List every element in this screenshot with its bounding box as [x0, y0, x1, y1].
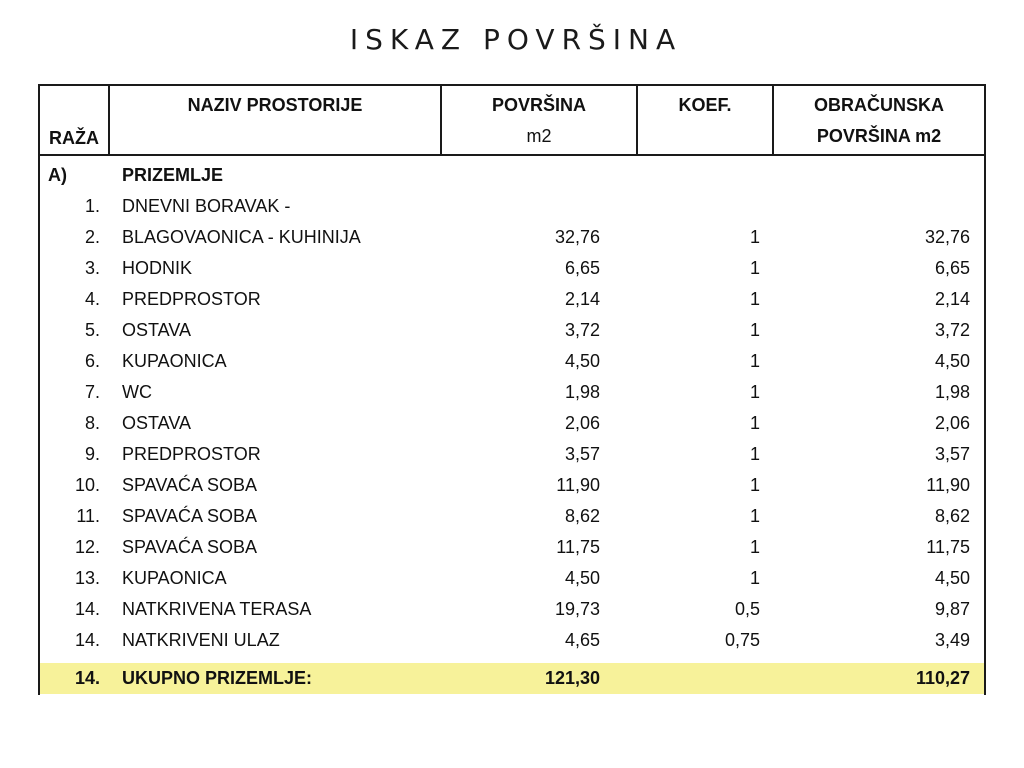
room-name: BLAGOVAONICA - KUHINIJA: [122, 227, 361, 247]
total-number: 14.: [74, 668, 100, 688]
room-area: 4,65: [564, 630, 600, 650]
header-obracunska-label: OBRAČUNSKA: [814, 95, 944, 115]
room-calc-area: 11,75: [926, 537, 970, 557]
table-row: [40, 346, 984, 377]
room-koef: 1: [749, 506, 760, 526]
total-calc-area: 110,27: [915, 668, 970, 688]
row-number: 14.: [74, 599, 100, 619]
section-row: [40, 160, 984, 191]
room-area: 4,50: [564, 568, 600, 588]
room-calc-area: 1,98: [934, 382, 970, 402]
row-number: 8.: [84, 413, 100, 433]
room-calc-area: 3,72: [934, 320, 970, 340]
room-name: PREDPROSTOR: [122, 444, 261, 464]
row-number: 13.: [74, 568, 100, 588]
row-number: 11.: [76, 506, 100, 526]
table-row: [40, 315, 984, 346]
table-row: [40, 501, 984, 532]
room-name: DNEVNI BORAVAK -: [122, 196, 291, 216]
room-name: PREDPROSTOR: [122, 289, 261, 309]
room-area: 4,50: [564, 351, 600, 371]
header-povrsina: [442, 86, 636, 154]
table-row: [40, 191, 984, 222]
room-calc-area: 8,62: [934, 506, 970, 526]
room-koef: 1: [749, 351, 760, 371]
room-calc-area: 9,87: [934, 599, 970, 619]
room-koef: 1: [749, 289, 760, 309]
header-naziv-label: NAZIV PROSTORIJE: [187, 95, 363, 115]
document-title: ISKAZ POVRŠINA: [349, 23, 683, 56]
section-label: A): [48, 165, 67, 185]
room-koef: 0,75: [724, 630, 760, 650]
header-obracunska-unit: POVRŠINA m2: [816, 126, 942, 146]
row-number: 6.: [84, 351, 100, 371]
room-koef: 1: [749, 537, 760, 557]
room-area: 3,72: [564, 320, 600, 340]
room-area: 2,14: [564, 289, 600, 309]
header-koef-label: KOEF.: [678, 95, 732, 115]
room-name: SPAVAĆA SOBA: [122, 506, 258, 526]
row-number: 1.: [84, 196, 100, 216]
room-name: KUPAONICA: [122, 351, 227, 371]
room-name: OSTAVA: [122, 413, 192, 433]
row-number: 14.: [74, 630, 100, 650]
room-koef: 1: [749, 568, 760, 588]
table-row: [40, 470, 984, 501]
room-calc-area: 4,50: [934, 351, 970, 371]
table-row: [40, 222, 984, 253]
room-calc-area: 3,57: [934, 444, 970, 464]
header-koef: [638, 86, 772, 154]
room-koef: 1: [749, 320, 760, 340]
row-number: 2.: [84, 227, 100, 247]
room-calc-area: 4,50: [934, 568, 970, 588]
room-area: 2,06: [564, 413, 600, 433]
row-number: 12.: [74, 537, 100, 557]
table-row: [40, 408, 984, 439]
header-povrsina-label: POVRŠINA: [491, 95, 587, 115]
room-area: 8,62: [564, 506, 600, 526]
total-label: UKUPNO PRIZEMLJE:: [122, 668, 313, 688]
header-raza-label: RAŽA: [49, 128, 99, 148]
room-koef: 1: [749, 413, 760, 433]
room-area: 11,90: [556, 475, 600, 495]
header-naziv: [110, 86, 440, 154]
total-area: 121,30: [544, 668, 600, 688]
room-area: 3,57: [564, 444, 600, 464]
room-koef: 1: [749, 258, 760, 278]
room-name: SPAVAĆA SOBA: [122, 475, 258, 495]
header-obracunska: [774, 86, 984, 154]
room-koef: 0,5: [734, 599, 760, 619]
room-calc-area: 2,06: [934, 413, 970, 433]
table-row: [40, 625, 984, 656]
room-koef: 1: [749, 444, 760, 464]
room-koef: 1: [749, 382, 760, 402]
section-name: PRIZEMLJE: [122, 165, 224, 185]
table-body: [40, 156, 984, 697]
room-name: NATKRIVENA TERASA: [122, 599, 312, 619]
room-area: 11,75: [556, 537, 600, 557]
table-row: [40, 253, 984, 284]
room-name: SPAVAĆA SOBA: [122, 537, 258, 557]
room-name: KUPAONICA: [122, 568, 227, 588]
room-name: NATKRIVENI ULAZ: [122, 630, 280, 650]
table-row: [40, 594, 984, 625]
room-area: 6,65: [564, 258, 600, 278]
row-number: 3.: [84, 258, 100, 278]
room-calc-area: 11,90: [926, 475, 970, 495]
room-name: HODNIK: [122, 258, 193, 278]
table-row: [40, 563, 984, 594]
area-table: [38, 84, 986, 695]
room-calc-area: 6,65: [934, 258, 970, 278]
room-koef: 1: [749, 227, 760, 247]
row-number: 4.: [84, 289, 100, 309]
room-calc-area: 32,76: [924, 227, 970, 247]
room-calc-area: 3,49: [934, 630, 970, 650]
header-raza: [40, 86, 108, 154]
total-row: [40, 663, 984, 694]
row-number: 7.: [84, 382, 100, 402]
row-number: 9.: [84, 444, 100, 464]
room-calc-area: 2,14: [934, 289, 970, 309]
row-number: 5.: [84, 320, 100, 340]
room-name: WC: [122, 382, 152, 402]
table-header: [40, 86, 984, 156]
table-row: [40, 532, 984, 563]
table-row: [40, 284, 984, 315]
table-row: [40, 439, 984, 470]
room-name: OSTAVA: [122, 320, 192, 340]
room-area: 19,73: [554, 599, 600, 619]
header-povrsina-unit: m2: [526, 126, 552, 146]
room-koef: 1: [749, 475, 760, 495]
room-area: 32,76: [554, 227, 600, 247]
room-area: 1,98: [564, 382, 600, 402]
table-row: [40, 377, 984, 408]
row-number: 10.: [74, 475, 100, 495]
